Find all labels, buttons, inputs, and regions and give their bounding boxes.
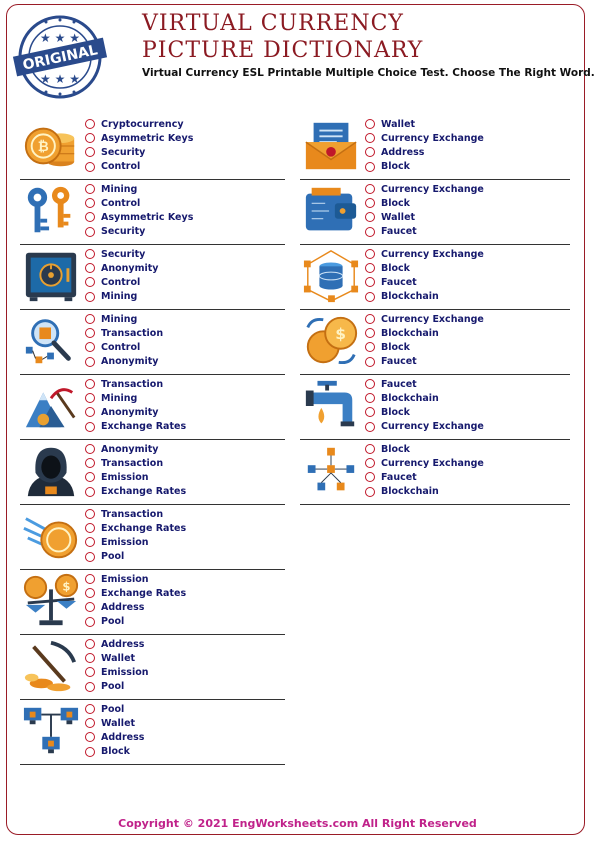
radio-button[interactable] (365, 379, 375, 389)
radio-button[interactable] (365, 198, 375, 208)
answer-option[interactable] (85, 521, 186, 535)
question-card (20, 310, 285, 375)
question-card (300, 440, 570, 505)
answer-option-label: Block (381, 161, 410, 173)
answer-option[interactable] (85, 730, 144, 744)
answer-option[interactable] (85, 651, 149, 665)
mining-mountain-icon (22, 378, 80, 434)
answer-option[interactable] (365, 117, 484, 131)
answer-option[interactable] (85, 290, 159, 304)
radio-button[interactable] (365, 184, 375, 194)
answer-option[interactable] (85, 550, 186, 564)
answer-option[interactable] (85, 702, 144, 716)
answer-option[interactable] (85, 665, 149, 679)
radio-button[interactable] (85, 393, 95, 403)
question-card (300, 115, 570, 180)
answer-option-label: Faucet (381, 226, 417, 238)
answer-option-label: Block (381, 262, 410, 274)
answer-options (365, 117, 484, 174)
radio-button[interactable] (85, 422, 95, 432)
pickaxe-coins-icon (22, 638, 80, 694)
left-question-column (20, 115, 285, 765)
answer-option[interactable] (365, 225, 484, 239)
answer-option[interactable] (85, 456, 186, 470)
radio-button[interactable] (85, 458, 95, 468)
answer-option-label: Currency Exchange (381, 457, 484, 469)
safe-icon (22, 248, 80, 304)
answer-option-label: Transaction (101, 378, 164, 390)
answer-option-label: Address (101, 731, 145, 743)
radio-button[interactable] (85, 588, 95, 598)
answer-options (85, 182, 193, 239)
answer-option[interactable] (85, 535, 186, 549)
answer-option-label: Blockchain (381, 327, 439, 339)
answer-option[interactable] (365, 355, 484, 369)
answer-option[interactable] (365, 261, 484, 275)
radio-button[interactable] (85, 747, 95, 757)
answer-option-label: Faucet (381, 471, 417, 483)
answer-option[interactable] (365, 196, 484, 210)
answer-option[interactable] (85, 470, 186, 484)
radio-button[interactable] (85, 328, 95, 338)
answer-option-label: Address (101, 601, 145, 613)
answer-option-label: Exchange Rates (101, 522, 187, 534)
hooded-hacker-icon (22, 443, 80, 499)
radio-button[interactable] (365, 393, 375, 403)
answer-option[interactable] (85, 196, 193, 210)
answer-option-label: Block (381, 197, 410, 209)
answer-option[interactable] (365, 182, 484, 196)
radio-button[interactable] (85, 263, 95, 273)
answer-option-label: Faucet (381, 378, 417, 390)
answer-option[interactable] (365, 470, 484, 484)
answer-option-label: Mining (101, 392, 138, 404)
radio-button[interactable] (365, 133, 375, 143)
radio-button[interactable] (365, 119, 375, 129)
answer-option-label: Exchange Rates (101, 486, 187, 498)
answer-option[interactable] (365, 275, 484, 289)
answer-options (85, 117, 193, 174)
answer-options (365, 247, 484, 304)
answer-option-label: Control (101, 197, 141, 209)
answer-option-label: Currency Exchange (381, 313, 484, 325)
answer-option-label: Block (381, 341, 410, 353)
radio-button[interactable] (85, 718, 95, 728)
answer-option[interactable] (365, 377, 484, 391)
radio-button[interactable] (85, 444, 95, 454)
answer-option[interactable] (85, 586, 186, 600)
radio-button[interactable] (85, 602, 95, 612)
answer-option[interactable] (85, 405, 186, 419)
answer-option[interactable] (85, 247, 159, 261)
answer-option[interactable] (365, 160, 484, 174)
answer-option-label: Anonymity (101, 443, 159, 455)
copyright-footer: Copyright © 2021 EngWorksheets.com All Right Reserved (118, 817, 477, 830)
radio-button[interactable] (85, 682, 95, 692)
answer-option-label: Currency Exchange (381, 183, 484, 195)
answer-option[interactable] (365, 247, 484, 261)
answer-options (85, 702, 144, 759)
answer-option-label: Asymmetric Keys (101, 211, 194, 223)
radio-button[interactable] (365, 212, 375, 222)
answer-option-label: Transaction (101, 508, 164, 520)
answer-option-label: Currency Exchange (381, 421, 484, 433)
block-network-icon (302, 443, 360, 499)
magnifier-network-icon (22, 313, 80, 369)
radio-button[interactable] (365, 357, 375, 367)
answer-option[interactable] (85, 615, 186, 629)
answer-option[interactable] (85, 507, 186, 521)
svg-text:$: $ (62, 579, 71, 594)
answer-option[interactable] (365, 326, 484, 340)
answer-option-label: Block (101, 746, 130, 758)
answer-option-label: Wallet (381, 211, 416, 223)
answer-option-label: Security (101, 146, 146, 158)
answer-option-label: Address (381, 146, 425, 158)
radio-button[interactable] (85, 162, 95, 172)
svg-text:₿: ₿ (37, 138, 49, 155)
answer-option[interactable] (85, 312, 163, 326)
answer-option[interactable] (85, 340, 163, 354)
svg-text:★ ★ ★: ★ ★ ★ (40, 72, 80, 86)
radio-button[interactable] (365, 314, 375, 324)
svg-text:★ ★ ★: ★ ★ ★ (40, 31, 80, 45)
answer-options (85, 637, 149, 694)
answer-option-label: Faucet (381, 356, 417, 368)
answer-option-label: Exchange Rates (101, 421, 187, 433)
question-card (20, 375, 285, 440)
question-card (300, 375, 570, 440)
answer-option-label: Block (381, 406, 410, 418)
answer-option[interactable] (85, 391, 186, 405)
answer-option-label: Wallet (101, 652, 136, 664)
answer-option[interactable] (85, 680, 149, 694)
original-stamp-logo (10, 12, 110, 102)
radio-button[interactable] (85, 704, 95, 714)
radio-button[interactable] (85, 314, 95, 324)
title-line-2: PICTURE DICTIONARY (142, 38, 424, 63)
answer-option[interactable] (365, 312, 484, 326)
radio-button[interactable] (85, 184, 95, 194)
answer-option-label: Cryptocurrency (101, 118, 184, 130)
answer-option-label: Control (101, 161, 141, 173)
question-card (20, 440, 285, 505)
answer-option-label: Blockchain (381, 392, 439, 404)
right-question-column (300, 115, 570, 505)
answer-option[interactable] (365, 131, 484, 145)
answer-option-label: Security (101, 226, 146, 238)
question-card (300, 245, 570, 310)
answer-option[interactable] (365, 420, 484, 434)
radio-button[interactable] (85, 407, 95, 417)
answer-options (365, 442, 484, 499)
question-card (20, 505, 285, 570)
answer-option-label: Mining (101, 313, 138, 325)
radio-button[interactable] (85, 212, 95, 222)
answer-option[interactable] (365, 290, 484, 304)
answer-option[interactable] (85, 485, 186, 499)
answer-option-label: Anonymity (101, 262, 159, 274)
radio-button[interactable] (85, 509, 95, 519)
answer-option-label: Emission (101, 573, 149, 585)
answer-option[interactable] (85, 355, 163, 369)
answer-option[interactable] (365, 405, 484, 419)
answer-option-label: Wallet (101, 717, 136, 729)
radio-button[interactable] (85, 133, 95, 143)
answer-option-label: Pool (101, 551, 125, 563)
radio-button[interactable] (85, 639, 95, 649)
flying-coin-icon (22, 508, 80, 564)
radio-button[interactable] (85, 119, 95, 129)
svg-text:ORIGINAL: ORIGINAL (21, 42, 100, 74)
radio-button[interactable] (365, 342, 375, 352)
svg-text:$: $ (335, 325, 347, 344)
radio-button[interactable] (85, 732, 95, 742)
answer-option-label: Block (381, 443, 410, 455)
answer-option[interactable] (365, 485, 484, 499)
page-title (142, 10, 423, 64)
question-card (20, 570, 285, 635)
answer-option-label: Security (101, 248, 146, 260)
answer-option[interactable] (365, 340, 484, 354)
answer-option[interactable] (85, 716, 144, 730)
answer-option[interactable] (85, 131, 193, 145)
question-card (20, 245, 285, 310)
answer-option[interactable] (85, 275, 159, 289)
question-card (300, 180, 570, 245)
radio-button[interactable] (365, 422, 375, 432)
blockchain-database-icon (302, 248, 360, 304)
radio-button[interactable] (365, 227, 375, 237)
answer-option[interactable] (85, 637, 149, 651)
radio-button[interactable] (85, 487, 95, 497)
answer-option-label: Emission (101, 536, 149, 548)
answer-option-label: Transaction (101, 327, 164, 339)
answer-option[interactable] (85, 145, 193, 159)
answer-options (85, 247, 159, 304)
radio-button[interactable] (365, 458, 375, 468)
answer-option-label: Pool (101, 616, 125, 628)
answer-options (85, 377, 186, 434)
answer-option[interactable] (85, 600, 186, 614)
answer-options (85, 507, 186, 564)
radio-button[interactable] (85, 147, 95, 157)
coin-scale-icon (22, 573, 80, 629)
envelope-address-icon (302, 118, 360, 174)
answer-option[interactable] (85, 117, 193, 131)
radio-button[interactable] (85, 653, 95, 663)
answer-options (85, 312, 163, 369)
answer-option-label: Exchange Rates (101, 587, 187, 599)
answer-option[interactable] (85, 442, 186, 456)
radio-button[interactable] (365, 472, 375, 482)
answer-option[interactable] (365, 210, 484, 224)
answer-option-label: Mining (101, 183, 138, 195)
coin-exchange-icon (302, 313, 360, 369)
answer-option-label: Transaction (101, 457, 164, 469)
faucet-icon (302, 378, 360, 434)
answer-option[interactable] (85, 420, 186, 434)
radio-button[interactable] (85, 667, 95, 677)
answer-option-label: Address (101, 638, 145, 650)
radio-button[interactable] (365, 263, 375, 273)
answer-option[interactable] (85, 377, 186, 391)
answer-option-label: Control (101, 341, 141, 353)
answer-option[interactable] (365, 391, 484, 405)
radio-button[interactable] (85, 292, 95, 302)
answer-option-label: Currency Exchange (381, 248, 484, 260)
question-card (20, 180, 285, 245)
radio-button[interactable] (85, 472, 95, 482)
title-line-1: VIRTUAL CURRENCY (142, 11, 404, 36)
answer-options (365, 377, 484, 434)
answer-option[interactable] (85, 326, 163, 340)
page-subtitle: Virtual Currency ESL Printable Multiple Choice Test. Choose The Right Word. (142, 67, 595, 79)
answer-option[interactable] (85, 225, 193, 239)
answer-option-label: Blockchain (381, 486, 439, 498)
radio-button[interactable] (85, 537, 95, 547)
answer-option-label: Control (101, 276, 141, 288)
computer-network-icon (22, 703, 80, 759)
radio-button[interactable] (365, 487, 375, 497)
answer-option-label: Anonymity (101, 406, 159, 418)
radio-button[interactable] (365, 147, 375, 157)
answer-option[interactable] (85, 160, 193, 174)
answer-option[interactable] (85, 182, 193, 196)
answer-option[interactable] (85, 745, 144, 759)
answer-option[interactable] (365, 442, 484, 456)
answer-option-label: Currency Exchange (381, 132, 484, 144)
radio-button[interactable] (85, 617, 95, 627)
coin-stack-icon (22, 118, 80, 174)
radio-button[interactable] (85, 277, 95, 287)
radio-button[interactable] (365, 292, 375, 302)
answer-options (365, 182, 484, 239)
answer-option-label: Asymmetric Keys (101, 132, 194, 144)
radio-button[interactable] (85, 249, 95, 259)
answer-option[interactable] (85, 210, 193, 224)
question-card (300, 310, 570, 375)
radio-button[interactable] (85, 552, 95, 562)
answer-option-label: Mining (101, 291, 138, 303)
answer-option-label: Emission (101, 471, 149, 483)
radio-button[interactable] (365, 328, 375, 338)
answer-option-label: Wallet (381, 118, 416, 130)
radio-button[interactable] (85, 523, 95, 533)
radio-button[interactable] (85, 227, 95, 237)
digital-wallet-icon (302, 183, 360, 239)
question-card (20, 700, 285, 765)
radio-button[interactable] (365, 162, 375, 172)
answer-option-label: Blockchain (381, 291, 439, 303)
answer-option[interactable] (85, 261, 159, 275)
radio-button[interactable] (85, 342, 95, 352)
answer-option[interactable] (85, 572, 186, 586)
question-card (20, 635, 285, 700)
radio-button[interactable] (365, 444, 375, 454)
answer-option-label: Emission (101, 666, 149, 678)
keys-icon (22, 183, 80, 239)
answer-option-label: Pool (101, 681, 125, 693)
radio-button[interactable] (365, 407, 375, 417)
radio-button[interactable] (85, 574, 95, 584)
answer-options (85, 572, 186, 629)
answer-option-label: Pool (101, 703, 125, 715)
radio-button[interactable] (85, 357, 95, 367)
answer-option-label: Faucet (381, 276, 417, 288)
answer-options (85, 442, 186, 499)
question-card (20, 115, 285, 180)
radio-button[interactable] (365, 249, 375, 259)
radio-button[interactable] (365, 277, 375, 287)
answer-option[interactable] (365, 456, 484, 470)
radio-button[interactable] (85, 198, 95, 208)
answer-option-label: Anonymity (101, 356, 159, 368)
answer-options (365, 312, 484, 369)
answer-option[interactable] (365, 145, 484, 159)
radio-button[interactable] (85, 379, 95, 389)
